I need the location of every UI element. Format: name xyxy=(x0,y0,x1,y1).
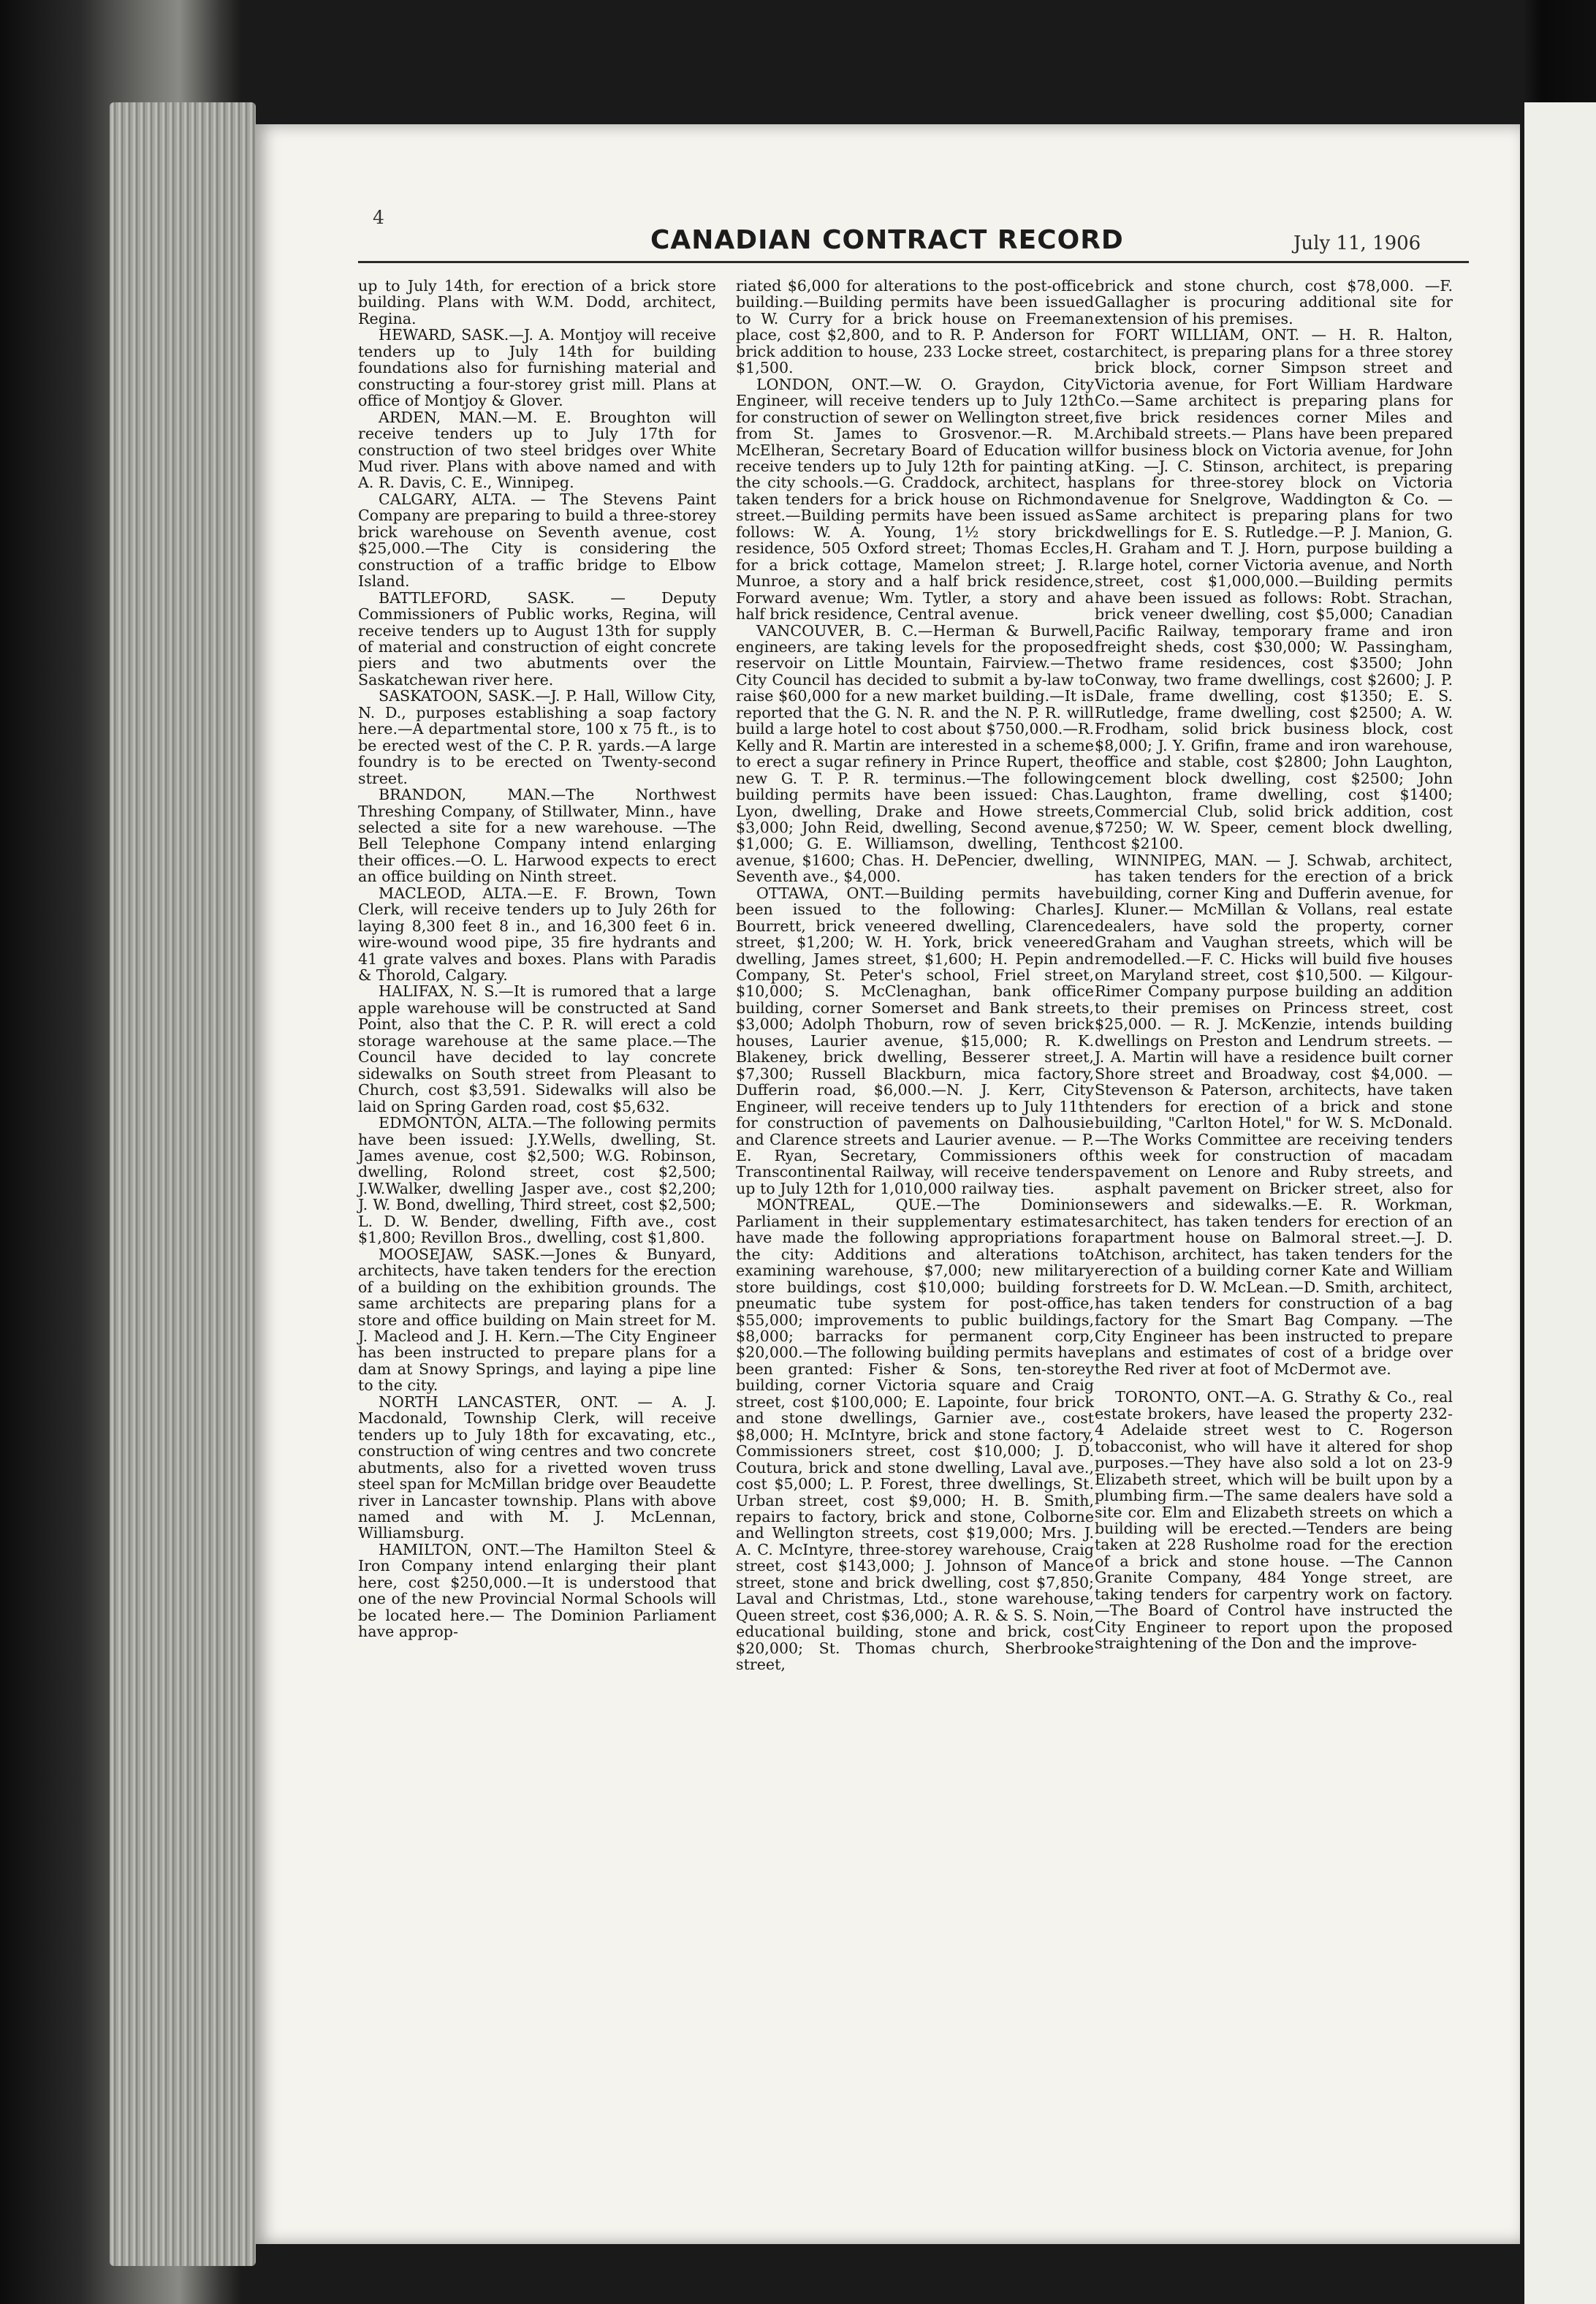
page-number: 4 xyxy=(373,207,384,228)
news-item-paragraph: CALGARY, ALTA. — The Stevens Paint Company are preparing to build a three-storey brick warehouse on Seventh avenue, cost $25,000.—The City is considering the construction of a traffic bridge to Elbow Island. xyxy=(358,490,716,591)
continued-paragraph: up to July 14th, for erection of a brick store building. Plans with W.M. Dodd, architect, Regina. xyxy=(358,277,716,327)
news-item-paragraph: SASKATOON, SASK.—J. P. Hall, Willow City, N. D., purposes establishing a soap factory here.—A departmental store, 100 x 75 ft., is to be erected west of the C. P. R. yards.—A large foundry is to be erected on Twenty-second street. xyxy=(358,687,716,787)
news-item-paragraph: OTTAWA, ONT.—Building permits have been issued to the following: Charles Bourrett, brick veneered dwelling, Clarence street, $1,200; W. H. York, brick veneered dwelling, James street, $1,600; H. Pepin and Company, St. Peter's school, Friel street, $10,000; S. McClenaghan, bank office building, corner Somerset and Bank streets, $3,000; Adolph Thoburn, row of seven brick houses, Laurier avenue, $15,000; R. K. Blakeney, brick dwelling, Besserer street, $7,300; Russell Blackburn, mica factory, Dufferin road, $6,000.—N. J. Kerr, City Engineer, will receive tenders up to July 11th for construction of pavements on Dalhousie and Clarence streets and Laurier avenue. — P. E. Ryan, Secretary, Commissioners of Transcontinental Railway, will receive tenders up to July 12th for 1,010,000 railway ties. xyxy=(736,884,1094,1197)
news-item-paragraph: FORT WILLIAM, ONT. — H. R. Halton, architect, is preparing plans for a three storey brick block, corner Simpson street and Victoria avenue, for Fort William Hardware Co.—Same architect is preparing plans for five brick residences corner Miles and Archibald streets.— Plans have been prepared for business block on Victoria avenue, for John King. —J. C. Stinson, architect, is preparing plans for three-storey block on Victoria avenue for Snelgrove, Waddington & Co. —Same architect is preparing plans for two dwellings for E. S. Rutledge.—P. J. Manion, G. H. Graham and T. J. Horn, purpose building a large hotel, corner Victoria avenue, and North street, cost $1,000,000.—Building permits have been issued as follows: Robt. Strachan, brick veneer dwelling, cost $5,000; Canadian Pacific Railway, temporary frame and iron freight sheds, cost $30,000; W. Passingham, two frame residences, cost $3500; John Conway, two frame dwellings, cost $2600; J. P. Dale, frame dwelling, cost $1350; E. S. Rutledge, frame dwelling, cost $2500; A. W. Frodham, solid brick business block, cost $8,000; J. Y. Grifin, frame and iron warehouse, office and stable, cost $2800; John Laughton, cement block dwelling, cost $2500; John Laughton, frame dwelling, cost $1400; Commercial Club, solid brick addition, cost $7250; W. W. Speer, cement block dwelling, cost $2100. xyxy=(1095,326,1453,853)
news-item-paragraph: NORTH LANCASTER, ONT. — A. J. Macdonald, Township Clerk, will receive tenders up to July 18th for excavating, etc., construction of wing centres and two concrete abutments, also for a rivetted woven truss steel span for McMillan bridge over Beaudette river in Lancaster township. Plans with above named and with M. J. McLennan, Williamsburg. xyxy=(358,1392,716,1542)
news-item-paragraph: ARDEN, MAN.—M. E. Broughton will receive tenders up to July 17th for construction of two steel bridges over White Mud river. Plans with above named and with A. R. Davis, C. E., Winnipeg. xyxy=(358,408,716,492)
news-item-paragraph: MONTREAL, QUE.—The Dominion Parliament in their supplementary estimates have made the following appropriations for the city: Additions and alterations to examining warehouse, $7,000; new military store buildings, cost $10,000; building for pneumatic tube system for post-office, $55,000; improvements to public buildings, $8,000; barracks for permanent corp, $20,000.—The following building permits have been granted: Fisher & Sons, ten-storey building, corner Victoria square and Craig street, cost $100,000; E. Lapointe, four brick and stone dwellings, Garnier ave., cost $8,000; H. McIntyre, brick and stone factory, Commissioners street, cost $10,000; J. D. Coutura, brick and stone dwelling, Laval ave., cost $5,000; L. P. Forest, three dwellings, St. Urban street, cost $9,000; H. B. Smith, repairs to factory, brick and stone, Colborne and Wellington streets, cost $19,000; Mrs. J. A. C. McIntyre, three-storey warehouse, Craig street, cost $143,000; J. Johnson of Mance street, stone and brick dwelling, cost $7,850; Laval and Christmas, Ltd., stone warehouse, Queen street, cost $36,000; A. R. & S. S. Noin, educational building, stone and brick, cost $20,000; St. Thomas church, Sherbrooke street, xyxy=(736,1196,1094,1674)
issue-date: July 11, 1906 xyxy=(1293,232,1421,254)
news-item-paragraph: EDMONTON, ALTA.—The following permits have been issued: J.Y.Wells, dwelling, St. James avenue, cost $2,500; W.G. Robinson, dwelling, Rolond street, cost $2,500; J.W.Walker, dwelling Jasper ave., cost $2,200; J. W. Bond, dwelling, Third street, cost $2,500; L. D. W. Bender, dwelling, Fifth ave., cost $1,800; Revillon Bros., dwelling, cost $1,800. xyxy=(358,1114,716,1247)
news-item-paragraph: HALIFAX, N. S.—It is rumored that a large apple warehouse will be constructed at Sand Point, also that the C. P. R. will erect a cold storage warehouse at the same place.—The Council have decided to lay concrete sidewalks on South street from Pleasant to Church, cost $3,591. Sidewalks will also be laid on Spring Garden road, cost $5,632. xyxy=(358,982,716,1115)
news-item-paragraph: LONDON, ONT.—W. O. Graydon, City Engineer, will receive tenders up to July 12th for construction of sewer on Wellington street, from St. James to Grosvenor.—R. M. McElheran, Secretary Board of Education will receive tenders up to July 12th for painting at the city schools.—G. Craddock, architect, has taken tenders for a brick house on Richmond street.—Building permits have been issued as follows: W. A. Young, 1½ story brick residence, 505 Oxford street; Thomas Eccles, for a brick cottage, Mamelon street; J. R. Munroe, a story and a half brick residence, Forward avenue; Wm. Tytler, a story and a half brick residence, Central avenue. xyxy=(736,375,1094,624)
news-item-paragraph: WINNIPEG, MAN. — J. Schwab, architect, has taken tenders for the erection of a brick building, corner King and Dufferin avenue, for J. Kluner.— McMillan & Vollans, real estate dealers, have sold the property, corner Graham and Vaughan streets, which will be remodelled.—F. C. Hicks will build five houses on Maryland street, cost $10,500. — Kilgour-Rimer Company purpose building an addition to their premises on Princess street, cost $25,000. — R. J. McKenzie, intends building dwellings on Preston and Lendrum streets. — J. A. Martin will have a residence built corner Shore street and Broadway, cost $4,000. —Stevenson & Paterson, architects, have taken tenders for erection of a brick and stone building, "Carlton Hotel," for W. S. McDonald.—The Works Committee are receiving tenders this week for construction of macadam pavement on Lenore and Ruby streets, and asphalt pavement on Bricker street, also for sewers and sidewalks.—E. R. Workman, architect, has taken tenders for erection of an apartment house on Balmoral street.—J. D. Atchison, architect, has taken tenders for the erection of a building corner Kate and William streets for D. W. McLean.—D. Smith, architect, has taken tenders for construction of a bag factory for the Smart Bag Company. —The City Engineer has been instructed to prepare plans and estimates of cost of a bridge over the Red river at foot of McDermot ave. xyxy=(1095,851,1453,1378)
text-column-3 xyxy=(1095,278,1453,1652)
news-item-paragraph: MOOSEJAW, SASK.—Jones & Bunyard, architects, have taken tenders for the erection of a building on the exhibition grounds. The same architects are preparing plans for a store and office building on Main street for M. J. Macleod and J. H. Kern.—The City Engineer has been instructed to prepare plans for a dam at Snowy Springs, and laying a pipe line to the city. xyxy=(358,1245,716,1395)
news-item-paragraph: MACLEOD, ALTA.—E. F. Brown, Town Clerk, will receive tenders up to July 26th for laying 8,300 feet 8 in., and 16,300 feet 6 in. wire-wound wood pipe, 35 fire hydrants and 41 grate valves and boxes. Plans with Paradis & Thorold, Calgary. xyxy=(358,884,716,985)
news-item-paragraph: HAMILTON, ONT.—The Hamilton Steel & Iron Company intend enlarging their plant here, cost $250,000.—It is understood that one of the new Provincial Normal Schools will be located here.— The Dominion Parliament have approp- xyxy=(358,1540,716,1641)
continued-paragraph: brick and stone church, cost $78,000. —F. Gallagher is procuring additional site for extension of his premises. xyxy=(1095,277,1453,327)
publication-title: CANADIAN CONTRACT RECORD xyxy=(650,225,1124,255)
text-column-1 xyxy=(358,278,716,1640)
continued-paragraph: riated $6,000 for alterations to the post-office building.—Building permits have been issued to W. Curry for a brick house on Freeman place, cost $2,800, and to R. P. Anderson for brick addition to house, 233 Locke street, cost $1,500. xyxy=(736,277,1094,377)
news-item-paragraph: HEWARD, SASK.—J. A. Montjoy will receive tenders up to July 14th for building foundations also for furnishing material and constructing a four-storey grist mill. Plans at office of Montjoy & Glover. xyxy=(358,326,716,410)
text-column-2 xyxy=(736,278,1094,1673)
news-item-paragraph: BRANDON, MAN.—The Northwest Threshing Company, of Stillwater, Minn., have selected a site for a new warehouse. —The Bell Telephone Company intend enlarging their offices.—O. L. Harwood expects to erect an office building on Ninth street. xyxy=(358,786,716,886)
book-spine-edge xyxy=(110,102,256,2266)
news-item-paragraph: BATTLEFORD, SASK. — Deputy Commissioners of Public works, Regina, will receive tenders up to August 13th for supply of material and construction of eight concrete piers and two abutments over the Saskatchewan river here. xyxy=(358,588,716,689)
news-item-paragraph: TORONTO, ONT.—A. G. Strathy & Co., real estate brokers, have leased the property 232-4 Adelaide street west to C. Rogerson tobacconist, who will have it altered for shop purposes.—They have also sold a lot on 23-9 Elizabeth street, which will be built upon by a plumbing firm.—The same dealers have sold a site cor. Elm and Elizabeth streets on which a building will be erected.—Tenders are being taken at 228 Rusholme road for the erection of a brick and stone house. —The Cannon Granite Company, 484 Yonge street, are taking tenders for carpentry work on factory.—The Board of Control have instructed the City Engineer to report upon the proposed straightening of the Don and the improve- xyxy=(1095,1388,1453,1653)
header-rule xyxy=(358,261,1469,263)
next-page-edge xyxy=(1524,102,1596,2304)
newspaper-page xyxy=(256,124,1520,2244)
news-item-paragraph: VANCOUVER, B. C.—Herman & Burwell, engineers, are taking levels for the proposed reservoir on Little Mountain, Fairview.—The City Council has decided to submit a by-law to raise $60,000 for a new market building.—It is reported that the G. N. R. and the N. P. R. will build a large hotel to cost about $750,000.—R. Kelly and R. Martin are interested in a scheme to erect a sugar refinery in Prince Rupert, the new G. T. P. R. terminus.—The following building permits have been issued: Chas. Lyon, dwelling, Drake and Howe streets, $3,000; John Reid, dwelling, Second avenue, $1,000; G. E. Williamson, dwelling, Tenth avenue, $1600; Chas. H. DePencier, dwelling, Seventh ave., $4,000. xyxy=(736,621,1094,886)
